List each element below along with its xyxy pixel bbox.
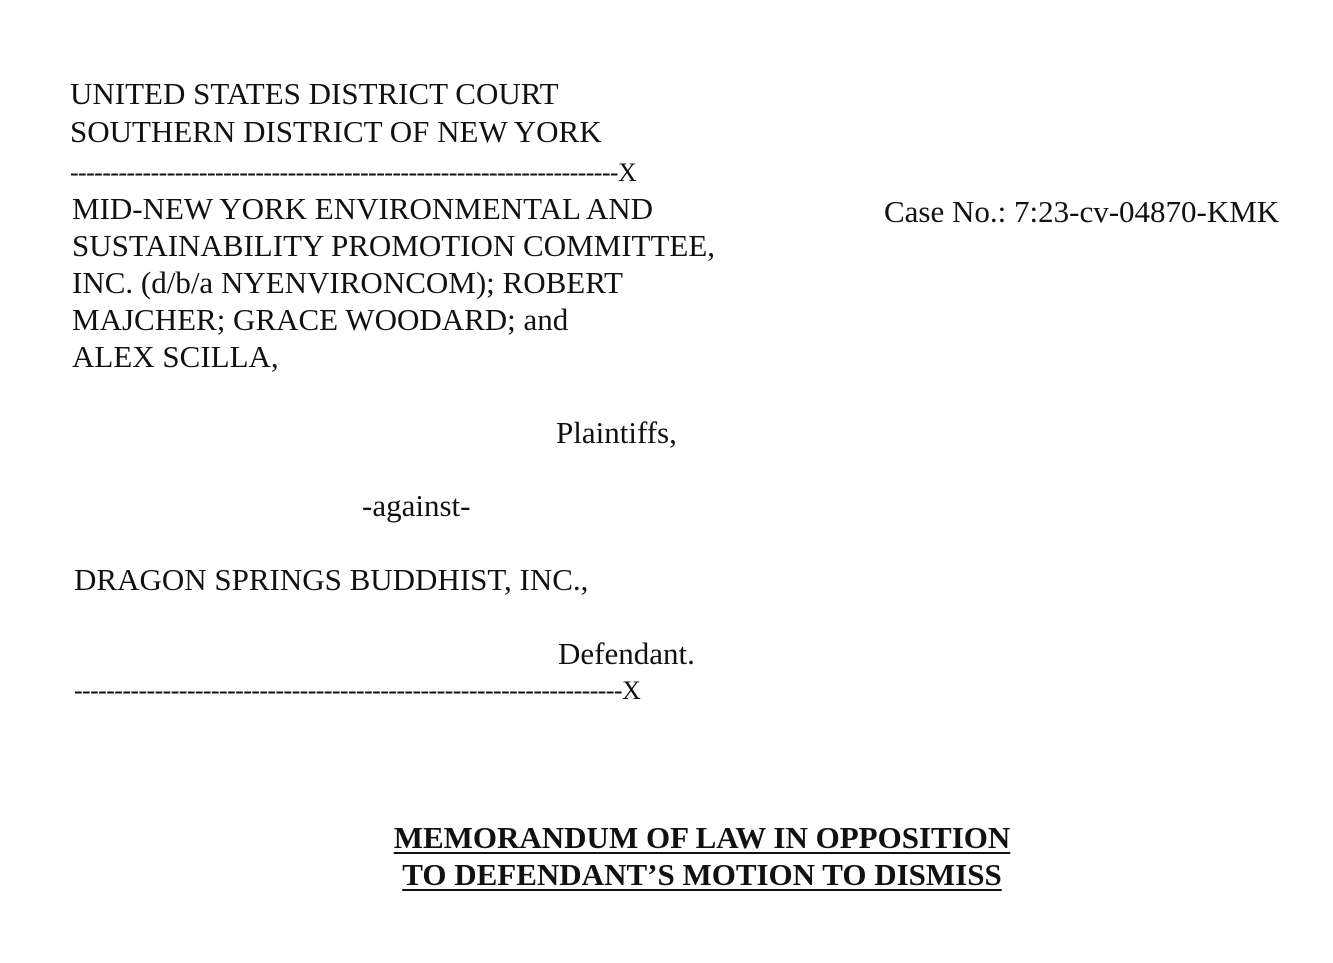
plaintiffs-line: SUSTAINABILITY PROMOTION COMMITTEE, [72, 228, 716, 263]
caption-separator-top: --------------------------------------------------------------------X [70, 158, 637, 187]
document-title-line1: MEMORANDUM OF LAW IN OPPOSITION [393, 820, 1011, 855]
plaintiffs-line: INC. (d/b/a NYENVIRONCOM); ROBERT [72, 265, 623, 300]
plaintiffs-line: MID-NEW YORK ENVIRONMENTAL AND [72, 191, 654, 226]
against-label: -against- [362, 488, 471, 523]
caption-separator-bottom: --------------------------------------------------------------------X [74, 676, 641, 705]
document-title-line2: TO DEFENDANT’S MOTION TO DISMISS [402, 857, 1002, 892]
court-district: SOUTHERN DISTRICT OF NEW YORK [70, 114, 602, 149]
court-name: UNITED STATES DISTRICT COURT [70, 76, 559, 111]
plaintiffs-line: ALEX SCILLA, [72, 339, 279, 374]
plaintiffs-label: Plaintiffs, [556, 415, 677, 450]
defendant-name: DRAGON SPRINGS BUDDHIST, INC., [74, 562, 589, 597]
defendant-label: Defendant. [558, 636, 695, 671]
plaintiffs-line: MAJCHER; GRACE WOODARD; and [72, 302, 569, 337]
case-number: Case No.: 7:23-cv-04870-KMK [884, 194, 1280, 229]
